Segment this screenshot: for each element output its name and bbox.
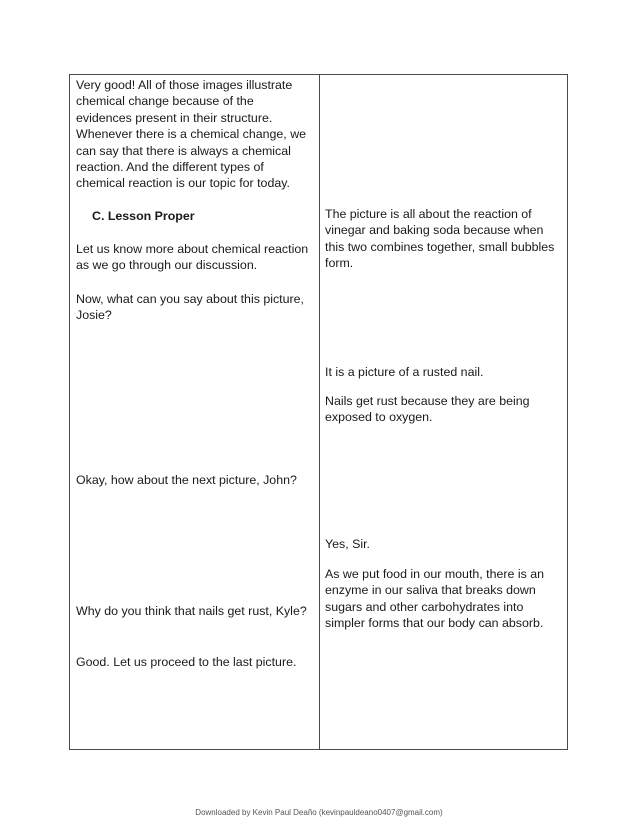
question-kyle: Why do you think that nails get rust, Kyle? <box>76 604 307 618</box>
download-footer: Downloaded by Kevin Paul Deaño (kevinpauldeano0407@gmail.com) <box>195 808 443 817</box>
question-john: Okay, how about the next picture, John? <box>76 473 297 487</box>
answer-john: It is a picture of a rusted nail. <box>325 365 484 379</box>
answer-kyle: Nails get rust because they are being exposed to oxygen. <box>325 394 530 425</box>
lesson-table <box>69 74 568 750</box>
column-divider <box>319 75 320 749</box>
answer-saliva: As we put food in our mouth, there is an enzyme in our saliva that breaks down sugars and other carbohydrates into simpler forms that our body can absorb. <box>325 567 545 631</box>
teacher-intro-text: Very good! All of those images illustrate chemical change because of the evidences present in their structure. Whenever there is a chemical change, we can say that there is always a chemical reaction. And the different types of chemical reaction is our topic for today. <box>76 78 307 191</box>
lesson-intro-text: Let us know more about chemical reaction as we go through our discussion. <box>76 242 309 273</box>
question-josie: Now, what can you say about this picture, Josie? <box>76 292 304 323</box>
answer-yes-sir: Yes, Sir. <box>325 537 370 551</box>
section-heading: C. Lesson Proper <box>92 209 195 223</box>
answer-josie: The picture is all about the reaction of vinegar and baking soda because when this two combines together, small bubbles form. <box>325 207 555 271</box>
last-picture-text: Good. Let us proceed to the last picture. <box>76 655 297 669</box>
